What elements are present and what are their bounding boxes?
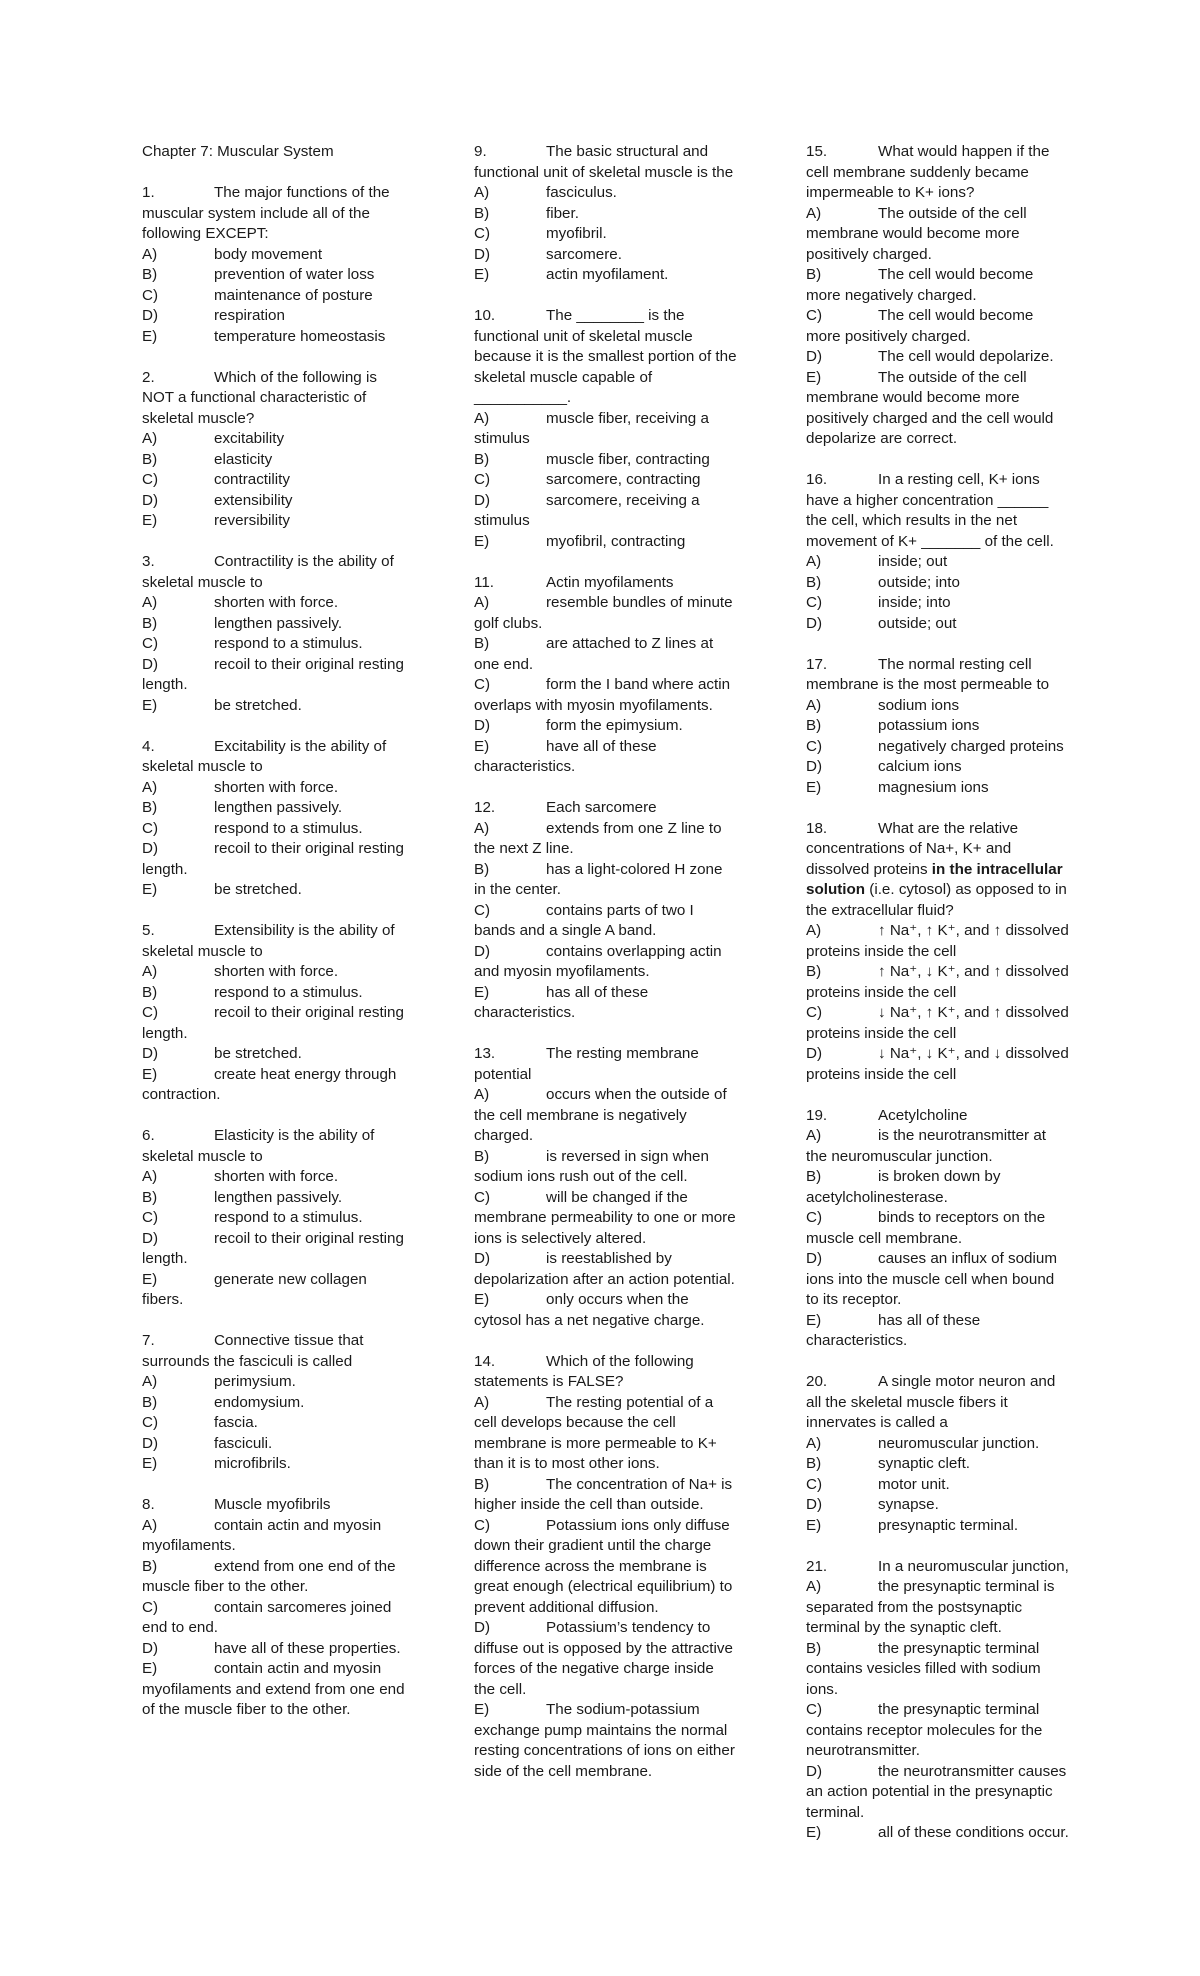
question-stem-post: (i.e. cytosol) as opposed to in the extracellular fluid? — [806, 881, 1067, 919]
question-3 — [142, 552, 406, 716]
question-14 — [474, 1352, 738, 1783]
answer-option[interactable]: C) recoil to their original resting length. — [142, 1004, 404, 1042]
question-stem: Elasticity is the ability of skeletal muscle to — [142, 1127, 375, 1165]
answer-option[interactable]: A) occurs when the outside of the cell membrane is negatively charged. — [474, 1086, 727, 1144]
question-stem: Muscle myofibrils — [214, 1496, 331, 1513]
answer-option[interactable]: D) synapse. — [806, 1496, 939, 1513]
answer-option[interactable]: D) recoil to their original resting length. — [142, 655, 404, 693]
question-stem: The normal resting cell membrane is the most permeable to — [806, 655, 1050, 693]
question-stem: The major functions of the muscular system include all of the following EXCEPT: — [142, 184, 390, 242]
answer-option[interactable]: E) myofibril, contracting — [474, 532, 686, 550]
answer-option[interactable]: E) has all of these characteristics. — [474, 983, 649, 1021]
answer-option[interactable]: A) The resting potential of a cell develops because the cell membrane is more permeable to K+ than it is to most other ions. — [474, 1393, 717, 1472]
answer-option[interactable]: A) excitability — [142, 430, 285, 447]
answer-option[interactable]: B) endomysium. — [142, 1393, 305, 1411]
answer-option[interactable]: A) sodium ions — [806, 696, 960, 714]
answer-option[interactable]: B) respond to a stimulus. — [142, 983, 363, 1001]
question-stem: The ________ is the functional unit of skeletal muscle because it is the smallest portion of the skeletal muscle capable of ___________. — [474, 307, 737, 406]
answer-option[interactable]: A) fasciculus. — [474, 184, 617, 201]
answer-option[interactable]: C) myofibril. — [474, 225, 607, 242]
question-number: 9. — [474, 143, 487, 160]
answer-option[interactable]: A) extends from one Z line to the next Z line. — [474, 819, 722, 857]
question-stem: Acetylcholine — [878, 1106, 968, 1124]
question-18 — [806, 819, 1070, 1086]
answer-option[interactable]: C) ↓ Na⁺, ↑ K⁺, and ↑ dissolved proteins inside the cell — [806, 1004, 1069, 1042]
answer-option[interactable]: D) the neurotransmitter causes an action potential in the presynaptic terminal. — [806, 1762, 1067, 1821]
question-7 — [142, 1331, 406, 1475]
question-stem-emphasis: in the intracellular solution — [806, 860, 1063, 898]
column-3 — [806, 142, 1070, 1864]
answer-option[interactable]: D) is reestablished by depolarization after an action potential. — [474, 1250, 735, 1288]
answer-option[interactable]: E) actin myofilament. — [474, 266, 669, 283]
question-number: 12. — [474, 799, 496, 816]
answer-option[interactable]: A) is the neurotransmitter at the neuromuscular junction. — [806, 1127, 1046, 1165]
question-10 — [474, 306, 738, 552]
answer-option[interactable]: C) contain sarcomeres joined end to end. — [142, 1598, 392, 1636]
answer-option[interactable]: D) contains overlapping actin and myosin myofilaments. — [474, 942, 722, 980]
question-16 — [806, 470, 1070, 634]
answer-option[interactable]: B) extend from one end of the muscle fiber to the other. — [142, 1557, 396, 1595]
answer-option[interactable]: B) are attached to Z lines at one end. — [474, 635, 714, 673]
question-5 — [142, 921, 406, 1106]
answer-option[interactable]: C) contains parts of two I bands and a single A band. — [474, 901, 694, 939]
answer-option[interactable]: C) will be changed if the membrane permeability to one or more ions is selectively altered. — [474, 1188, 736, 1247]
answer-option[interactable]: A) perimysium. — [142, 1373, 296, 1390]
answer-option[interactable]: E) presynaptic terminal. — [806, 1516, 1019, 1534]
answer-option[interactable]: C) negatively charged proteins — [806, 737, 1064, 755]
answer-option[interactable]: C) respond to a stimulus. — [142, 1209, 363, 1226]
answer-option[interactable]: D) extensibility — [142, 491, 293, 509]
answer-option[interactable]: B) is broken down by acetylcholinesterase. — [806, 1168, 1001, 1206]
question-stem: Contractility is the ability of skeletal muscle to — [142, 553, 394, 591]
answer-option[interactable]: D) sarcomere, receiving a stimulus — [474, 491, 700, 529]
answer-option[interactable]: B) The concentration of Na+ is higher inside the cell than outside. — [474, 1475, 733, 1513]
answer-option[interactable]: E) only occurs when the cytosol has a net negative charge. — [474, 1291, 705, 1329]
answer-option[interactable]: D) ↓ Na⁺, ↓ K⁺, and ↓ dissolved proteins inside the cell — [806, 1045, 1069, 1083]
question-stem-pre: What are the relative concentrations of Na+, K+ and dissolved proteins — [806, 819, 1019, 878]
column-1 — [142, 142, 406, 1741]
answer-option[interactable]: D) calcium ions — [806, 758, 962, 775]
answer-option[interactable]: B) The cell would become more negatively charged. — [806, 266, 1034, 304]
question-stem: Excitability is the ability of skeletal muscle to — [142, 737, 387, 775]
question-number: 5. — [142, 922, 155, 939]
answer-option[interactable]: A) body movement — [142, 245, 323, 263]
answer-option[interactable]: D) be stretched. — [142, 1045, 302, 1062]
question-number: 19. — [806, 1106, 828, 1124]
answer-option[interactable]: B) prevention of water loss — [142, 266, 375, 283]
question-number: 11. — [474, 573, 494, 591]
question-15 — [806, 142, 1070, 450]
question-stem: The basic structural and functional unit of skeletal muscle is the — [474, 143, 734, 181]
answer-option[interactable]: B) lengthen passively. — [142, 614, 343, 632]
answer-option[interactable]: B) outside; into — [806, 573, 960, 591]
question-number: 16. — [806, 471, 828, 488]
answer-option[interactable]: B) the presynaptic terminal contains vesicles filled with sodium ions. — [806, 1639, 1041, 1698]
answer-option[interactable]: D) recoil to their original resting length. — [142, 1229, 404, 1267]
question-number: 1. — [142, 184, 155, 201]
question-11 — [474, 573, 738, 778]
answer-option[interactable]: A) inside; out — [806, 553, 948, 570]
answer-option[interactable]: B) muscle fiber, contracting — [474, 450, 710, 468]
answer-option[interactable]: E) The outside of the cell membrane would become more positively charged and the cell would depolarize are correct. — [806, 368, 1054, 447]
answer-option[interactable]: B) has a light-colored H zone in the center. — [474, 860, 723, 898]
question-number: 3. — [142, 553, 155, 570]
question-stem: Actin myofilaments — [546, 573, 674, 591]
question-stem: The resting membrane potential — [474, 1045, 699, 1083]
question-number: 7. — [142, 1332, 155, 1349]
answer-option[interactable]: C) maintenance of posture — [142, 286, 373, 304]
answer-option[interactable]: C) the presynaptic terminal contains receptor molecules for the neurotransmitter. — [806, 1701, 1043, 1759]
question-13 — [474, 1044, 738, 1331]
question-stem: Extensibility is the ability of skeletal muscle to — [142, 922, 395, 960]
answer-option[interactable]: A) muscle fiber, receiving a stimulus — [474, 409, 709, 447]
question-stem: In a resting cell, K+ ions have a higher concentration ______ the cell, which results in the net movement of K+ _______ of the cell. — [806, 471, 1054, 550]
answer-option[interactable]: D) fasciculi. — [142, 1434, 273, 1452]
answer-option[interactable]: E) be stretched. — [142, 696, 302, 714]
answer-option[interactable]: C) motor unit. — [806, 1475, 950, 1493]
answer-option[interactable]: D) recoil to their original resting length. — [142, 840, 404, 878]
answer-option[interactable]: D) sarcomere. — [474, 245, 622, 263]
question-number: 21. — [806, 1557, 828, 1575]
question-number: 18. — [806, 819, 828, 837]
answer-option[interactable]: A) shorten with force. — [142, 778, 339, 796]
question-stem: What would happen if the cell membrane suddenly became impermeable to K+ ions? — [806, 143, 1050, 201]
question-number: 15. — [806, 143, 828, 160]
answer-option[interactable]: D) The cell would depolarize. — [806, 348, 1054, 365]
question-number: 17. — [806, 655, 828, 673]
answer-option[interactable]: B) synaptic cleft. — [806, 1455, 971, 1472]
question-stem: In a neuromuscular junction, — [878, 1557, 1069, 1575]
answer-option[interactable]: D) Potassium’s tendency to diffuse out is opposed by the attractive forces of the negative charge inside the cell. — [474, 1619, 733, 1698]
answer-option[interactable]: A) resemble bundles of minute golf clubs. — [474, 594, 733, 632]
answer-option[interactable]: E) create heat energy through contraction. — [142, 1065, 397, 1103]
question-number: 14. — [474, 1352, 496, 1370]
answer-option[interactable]: E) all of these conditions occur. — [806, 1824, 1069, 1841]
answer-option[interactable]: E) be stretched. — [142, 881, 302, 898]
answer-option[interactable]: C) sarcomere, contracting — [474, 471, 701, 488]
answer-option[interactable]: C) inside; into — [806, 594, 951, 611]
answer-option[interactable]: B) fiber. — [474, 204, 579, 222]
question-6 — [142, 1126, 406, 1311]
answer-option[interactable]: C) contractility — [142, 471, 290, 488]
question-stem: A single motor neuron and all the skeletal muscle fibers it innervates is called a — [806, 1373, 1056, 1431]
answer-option[interactable]: D) respiration — [142, 307, 285, 324]
answer-option[interactable]: B) is reversed in sign when sodium ions rush out of the cell. — [474, 1147, 709, 1185]
question-stem: Which of the following statements is FALSE? — [474, 1352, 694, 1390]
question-21 — [806, 1557, 1070, 1844]
answer-option[interactable]: A) ↑ Na⁺, ↑ K⁺, and ↑ dissolved proteins inside the cell — [806, 922, 1069, 960]
answer-option[interactable]: A) The outside of the cell membrane would become more positively charged. — [806, 204, 1027, 263]
question-number: 6. — [142, 1127, 155, 1144]
answer-option[interactable]: E) have all of these characteristics. — [474, 737, 657, 775]
answer-option[interactable]: C) form the I band where actin overlaps with myosin myofilaments. — [474, 676, 731, 714]
answer-option[interactable]: C) respond to a stimulus. — [142, 635, 363, 652]
question-9 — [474, 142, 738, 286]
answer-option[interactable]: C) Potassium ions only diffuse down their gradient until the charge difference across the membrane is great enough (electrical equilibrium) to prevent additional diffusion. — [474, 1516, 733, 1616]
answer-option[interactable]: E) microfibrils. — [142, 1455, 291, 1472]
answer-option[interactable]: E) has all of these characteristics. — [806, 1311, 981, 1349]
question-stem: Which of the following is NOT a functional characteristic of skeletal muscle? — [142, 368, 377, 427]
question-17 — [806, 655, 1070, 799]
answer-option[interactable]: C) The cell would become more positively charged. — [806, 307, 1034, 345]
answer-option[interactable]: B) lengthen passively. — [142, 799, 343, 816]
answer-option[interactable]: A) the presynaptic terminal is separated from the postsynaptic terminal by the synaptic cleft. — [806, 1578, 1055, 1636]
answer-option[interactable]: E) temperature homeostasis — [142, 327, 386, 345]
answer-option[interactable]: E) contain actin and myosin myofilaments and extend from one end of the muscle fiber to the other. — [142, 1660, 405, 1718]
answer-option[interactable]: E) reversibility — [142, 512, 290, 529]
answer-option[interactable]: A) shorten with force. — [142, 594, 339, 611]
question-number: 8. — [142, 1496, 155, 1513]
question-12 — [474, 798, 738, 1024]
answer-option[interactable]: B) ↑ Na⁺, ↓ K⁺, and ↑ dissolved proteins inside the cell — [806, 963, 1069, 1001]
question-19 — [806, 1106, 1070, 1352]
answer-option[interactable]: D) form the epimysium. — [474, 717, 683, 734]
answer-option[interactable]: C) respond to a stimulus. — [142, 819, 363, 837]
answer-option[interactable]: D) outside; out — [806, 614, 957, 632]
chapter-title: Chapter 7: Muscular System — [142, 143, 334, 160]
question-20 — [806, 1372, 1070, 1536]
question-number: 4. — [142, 737, 155, 755]
question-stem: Each sarcomere — [546, 799, 657, 816]
answer-option[interactable]: B) lengthen passively. — [142, 1188, 343, 1206]
answer-option[interactable]: D) have all of these properties. — [142, 1639, 401, 1657]
answer-option[interactable]: A) shorten with force. — [142, 1168, 339, 1185]
question-number: 20. — [806, 1373, 828, 1390]
answer-option[interactable]: B) potassium ions — [806, 717, 980, 734]
question-2 — [142, 368, 406, 532]
question-stem: Connective tissue that surrounds the fasciculi is called — [142, 1332, 364, 1370]
answer-option[interactable]: A) shorten with force. — [142, 963, 339, 980]
answer-option[interactable]: A) neuromuscular junction. — [806, 1434, 1040, 1452]
answer-option[interactable]: D) causes an influx of sodium ions into the muscle cell when bound to its receptor. — [806, 1250, 1057, 1308]
question-number: 2. — [142, 368, 155, 386]
question-1 — [142, 183, 406, 347]
answer-option[interactable]: B) elasticity — [142, 450, 273, 468]
question-8 — [142, 1495, 406, 1721]
answer-option[interactable]: E) magnesium ions — [806, 778, 989, 796]
question-number: 13. — [474, 1045, 496, 1062]
answer-option[interactable]: C) fascia. — [142, 1414, 258, 1431]
answer-option[interactable]: A) contain actin and myosin myofilaments. — [142, 1516, 382, 1554]
question-number: 10. — [474, 307, 496, 324]
answer-option[interactable]: C) binds to receptors on the muscle cell membrane. — [806, 1209, 1046, 1247]
column-2 — [474, 142, 738, 1803]
question-4 — [142, 737, 406, 901]
answer-option[interactable]: E) The sodium-potassium exchange pump maintains the normal resting concentrations of ions on either side of the cell membrane. — [474, 1701, 735, 1780]
answer-option[interactable]: E) generate new collagen fibers. — [142, 1270, 367, 1308]
